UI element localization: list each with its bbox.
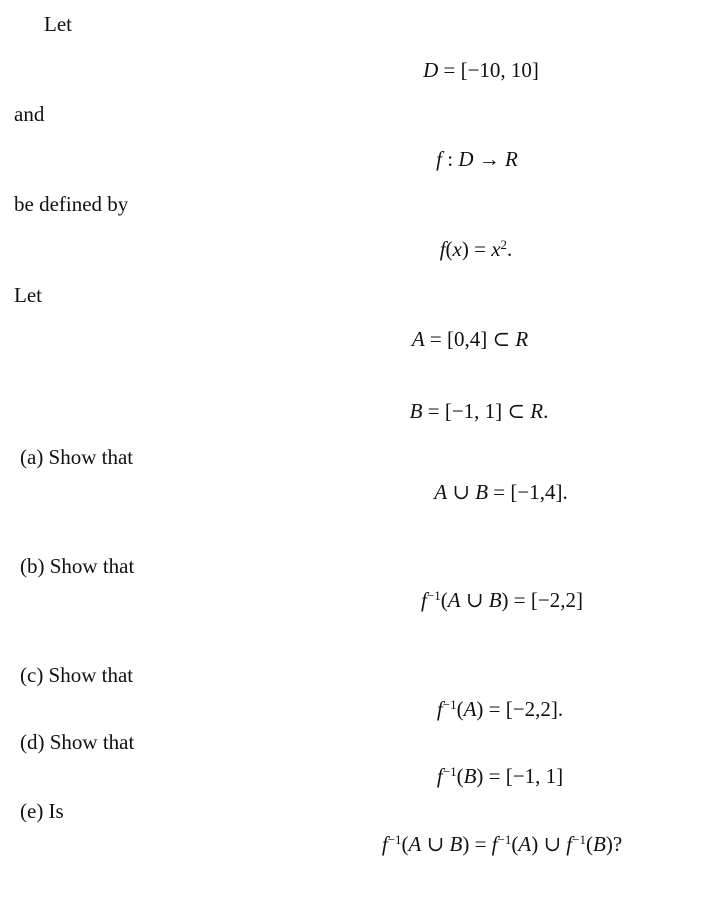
part-c-result: = [−2,2].: [483, 697, 564, 721]
part-a-result: = [−1,4].: [488, 480, 568, 504]
var-A: A: [463, 697, 477, 721]
union: ∪: [460, 588, 489, 612]
period: .: [507, 237, 513, 261]
var-B: B: [475, 480, 489, 504]
set-B-definition: [410, 401, 549, 422]
var-D: D: [458, 147, 474, 171]
domain-interval: = [−10, 10]: [438, 58, 539, 82]
union: ∪: [421, 832, 450, 856]
paren-open: (: [586, 832, 593, 856]
var-A: A: [518, 832, 532, 856]
inverse-exponent: −1: [442, 696, 457, 712]
part-d-label: (d) Show that: [20, 730, 135, 754]
part-c-math: [436, 696, 564, 721]
var-f: f: [421, 588, 427, 612]
paren-close: ): [605, 832, 613, 856]
part-b-math: [421, 587, 583, 612]
inverse-exponent: −1: [572, 831, 586, 847]
var-R: R: [515, 327, 529, 351]
part-e-math: [381, 831, 623, 856]
var-f: f: [436, 697, 443, 721]
var-B: B: [409, 399, 423, 423]
part-b-label: (b) Show that: [20, 554, 135, 578]
var-B: B: [488, 588, 502, 612]
paren-open: (: [440, 588, 448, 612]
inverse-exponent: −1: [426, 587, 441, 603]
function-rule: [439, 236, 513, 261]
paren-open: (: [456, 697, 464, 721]
inverse-exponent: −1: [442, 763, 457, 779]
var-A: A: [447, 588, 461, 612]
var-D: D: [423, 58, 439, 82]
function-mapping: [436, 149, 518, 170]
period: .: [543, 399, 549, 423]
paren-open: (: [456, 764, 464, 788]
set-A-interval: = [0,4] ⊂: [424, 327, 516, 351]
part-d-math: [436, 763, 564, 788]
paren-open: (: [401, 832, 409, 856]
paren-close: ): [476, 764, 484, 788]
paren-close: ): [476, 697, 484, 721]
intro-let-2: Let: [14, 283, 42, 307]
colon: :: [442, 147, 459, 171]
paren-open: (: [511, 832, 519, 856]
var-B: B: [593, 832, 606, 856]
part-c-label: (c) Show that: [20, 663, 134, 687]
question-mark: ?: [612, 832, 623, 856]
paren-close: ): [501, 588, 509, 612]
set-B-interval: = [−1, 1] ⊂: [422, 399, 531, 423]
var-B: B: [463, 764, 477, 788]
var-f: f: [381, 832, 388, 856]
part-e-label: (e) Is: [20, 799, 64, 823]
set-A-definition: [412, 329, 528, 350]
var-f: f: [491, 832, 498, 856]
part-b-result: = [−2,2]: [508, 588, 583, 612]
var-x: x: [452, 237, 462, 261]
var-A: A: [408, 832, 422, 856]
var-R: R: [530, 399, 544, 423]
part-a-label: (a) Show that: [20, 445, 134, 469]
union: ∪: [447, 480, 476, 504]
equals: =: [469, 832, 492, 856]
var-x: x: [491, 237, 501, 261]
var-A: A: [434, 480, 448, 504]
arrow: →: [473, 147, 506, 171]
intro-let: Let: [44, 12, 72, 36]
paren-close: ): [461, 237, 469, 261]
var-B: B: [449, 832, 463, 856]
var-f: f: [439, 237, 446, 261]
var-f: f: [566, 832, 573, 856]
var-A: A: [411, 327, 425, 351]
var-f: f: [436, 147, 442, 171]
inverse-exponent: −1: [497, 831, 512, 847]
intro-and: and: [14, 102, 45, 126]
paren-open: (: [445, 237, 453, 261]
var-f: f: [436, 764, 443, 788]
paren-close: ): [462, 832, 470, 856]
intro-be-defined-by: be defined by: [14, 192, 129, 216]
inverse-exponent: −1: [387, 831, 402, 847]
exponent: 2: [500, 236, 508, 252]
paren-close: ): [531, 832, 539, 856]
part-a-math: [434, 482, 567, 503]
var-R: R: [505, 147, 518, 171]
domain-definition: [423, 60, 539, 81]
equals: =: [468, 237, 492, 261]
union: ∪: [538, 832, 567, 856]
part-d-result: = [−1, 1]: [483, 764, 564, 788]
